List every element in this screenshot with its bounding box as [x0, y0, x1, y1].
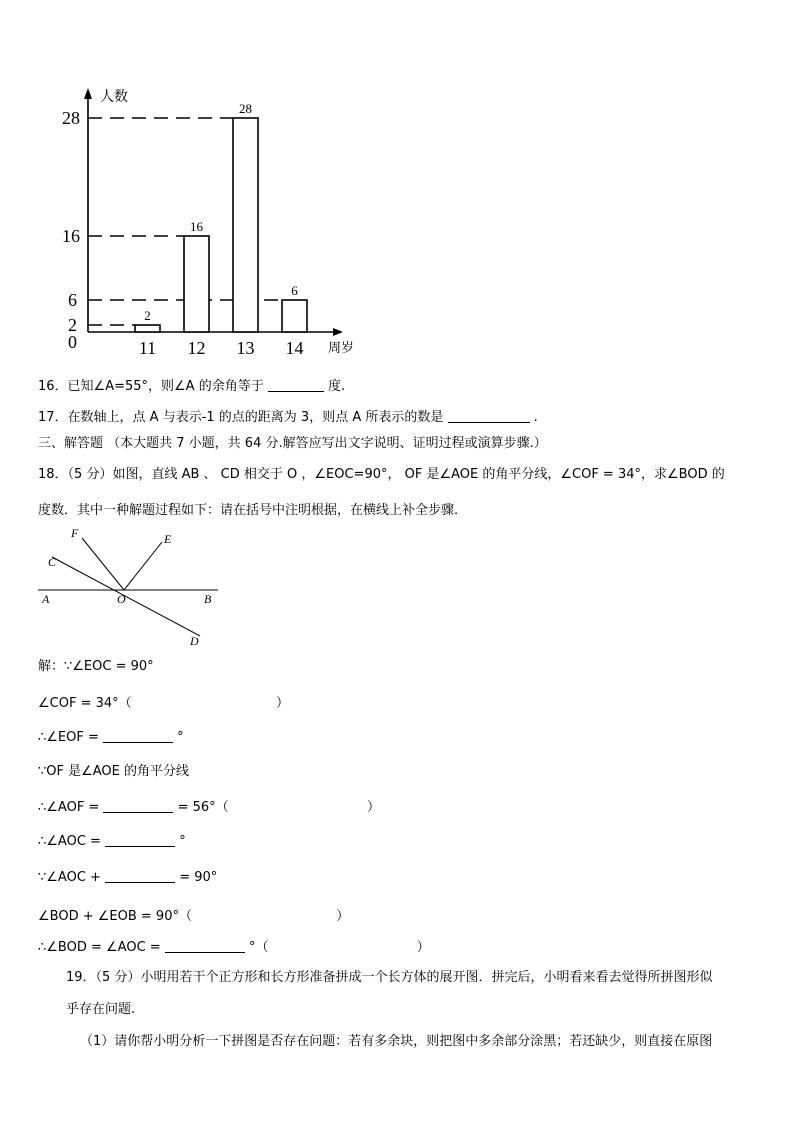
question-18-line1: 18．（5 分）如图，直线 AB 、 CD 相交于 O ，∠EOC=90°， OF 是∠AOE 的角平分线，∠COF = 34°，求∠BOD 的: [38, 467, 725, 482]
bar: [233, 118, 258, 332]
y-tick-label: 2: [68, 315, 77, 335]
solution-text: ）: [416, 940, 430, 955]
solution-text: = 56°（: [177, 800, 229, 815]
bar: [282, 300, 307, 332]
question-17-text: 17．在数轴上，点 A 与表示-1 的点的距离为 3，则点 A 所表示的数是: [38, 410, 444, 425]
label-c: C: [48, 555, 57, 569]
answer-blank: [165, 939, 245, 953]
solution-text: °: [179, 834, 186, 849]
line-cd: [52, 557, 200, 636]
x-tick-label: 13: [236, 338, 255, 358]
solution-line-2: [38, 729, 184, 745]
solution-text: ∵∠AOC +: [38, 870, 101, 885]
solution-line-5: [38, 833, 186, 849]
y-tick-label: 16: [62, 226, 80, 246]
solution-text: = 90°: [179, 870, 218, 885]
answer-blank: [268, 378, 324, 392]
question-17: [38, 406, 538, 425]
question-19-line1: 19．（5 分）小明用若干个正方形和长方形准备拼成一个长方体的展开图．拼完后，小明看来看去觉得所拼图形似: [66, 970, 713, 985]
label-d: D: [190, 634, 199, 648]
solution-text: ∴∠AOF =: [38, 800, 100, 815]
x-tick-label: 14: [285, 338, 304, 358]
bar-value-label: 6: [291, 283, 298, 298]
solution-line-4: [38, 796, 380, 815]
bar-value-label: 16: [190, 219, 203, 234]
label-o: O: [117, 592, 126, 606]
solution-text: ）: [336, 909, 350, 924]
question-16: [38, 375, 345, 394]
bar-value-label: 2: [144, 308, 151, 323]
y-axis-arrow: [84, 88, 92, 99]
x-axis-label: 周岁: [328, 340, 355, 355]
label-f: F: [71, 526, 79, 540]
solution-text: ∠COF = 34°（: [38, 696, 132, 711]
answer-blank: [448, 409, 530, 423]
ray-of: [82, 538, 124, 590]
age-bar-chart: [0, 0, 400, 370]
solution-text: ∴∠AOC =: [38, 834, 101, 849]
solution-text: ∠BOD + ∠EOB = 90°（: [38, 909, 192, 924]
answer-blank: [105, 833, 175, 847]
question-17-suffix: .: [533, 410, 538, 425]
y-tick-label: 28: [62, 108, 80, 128]
answer-blank: [105, 869, 175, 883]
x-axis-arrow: [333, 328, 343, 336]
bar-value-label: 28: [239, 101, 252, 116]
solution-line-3: ∵OF 是∠AOE 的角平分线: [38, 764, 190, 779]
y-tick-label: 0: [68, 332, 77, 352]
solution-line-7: [38, 905, 349, 924]
label-b: B: [204, 592, 212, 606]
solution-line-1: [38, 692, 289, 711]
solution-text: ∴∠EOF =: [38, 730, 99, 745]
section-heading: 三、解答题 （本大题共 7 小题，共 64 分.解答应写出文字说明、证明过程或演算步骤.）: [38, 436, 547, 451]
question-19-line2: 乎存在问题.: [66, 1002, 136, 1017]
question-18-line2: 度数．其中一种解题过程如下：请在括号中注明根据，在横线上补全步骤.: [38, 503, 459, 518]
x-tick-label: 12: [187, 338, 206, 358]
question-16-text: 16．已知∠A=55°，则∠A 的余角等于: [38, 379, 264, 394]
solution-line-0: 解：∵∠EOC = 90°: [38, 659, 154, 674]
angle-figure: [30, 522, 230, 650]
solution-text: ）: [366, 800, 380, 815]
y-axis-label: 人数: [100, 90, 128, 105]
ray-oe: [124, 542, 162, 590]
question-19-line3: （1）请你帮小明分析一下拼图是否存在问题：若有多余块，则把图中多余部分涂黑；若还缺少，则直接在原图: [80, 1034, 713, 1049]
solution-text: ∴∠BOD = ∠AOC =: [38, 940, 161, 955]
bar: [135, 325, 160, 332]
solution-text: ）: [275, 696, 289, 711]
bar: [184, 236, 209, 332]
x-tick-label: 11: [138, 338, 157, 358]
label-e: E: [164, 532, 172, 546]
y-tick-label: 6: [68, 290, 77, 310]
label-a: A: [42, 592, 50, 606]
question-16-suffix: 度.: [328, 379, 346, 394]
solution-line-8: [38, 936, 430, 955]
solution-text: °: [177, 730, 184, 745]
solution-text: °（: [248, 940, 269, 955]
solution-line-6: [38, 869, 217, 885]
answer-blank: [103, 729, 173, 743]
answer-blank: [103, 799, 173, 813]
